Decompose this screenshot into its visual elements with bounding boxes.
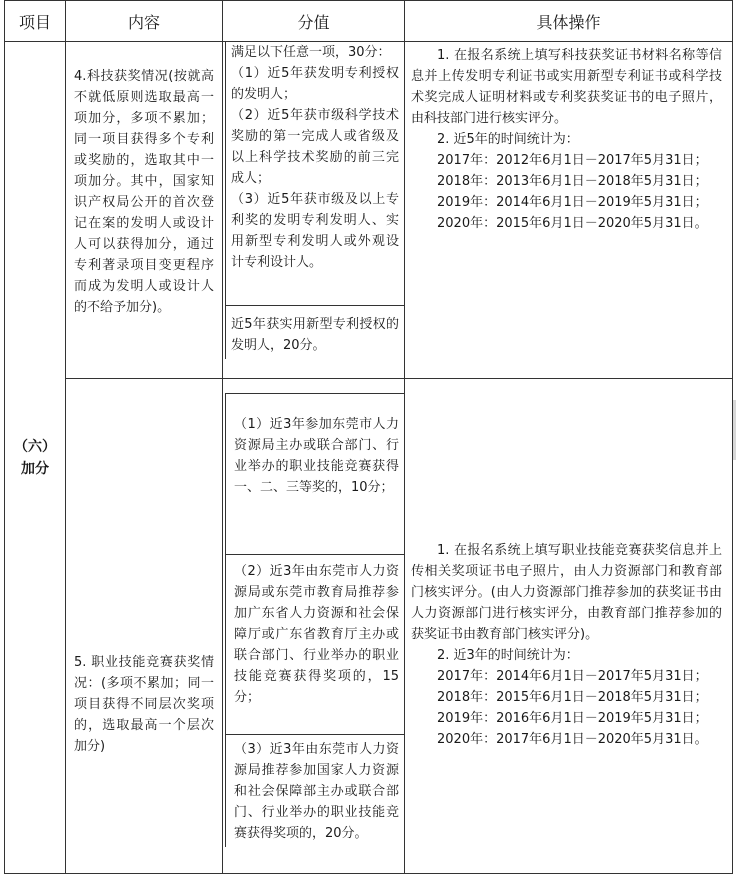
skill-contest-score-cell <box>223 379 405 874</box>
tech-award-score-a <box>226 42 404 305</box>
skill-op-year-2017: 2017年：2014年6月1日－2017年5月31日； <box>437 668 708 684</box>
tech-op-step1: 1. 在报名系统上填写科技获奖证书材料名称等信息并上传发明专利证书或实用新型专利证书或科学技术奖完成人证明材料或专利奖获奖证书的电子照片，由科技部门进行核实评分。 <box>411 48 722 126</box>
tech-op-year-2019: 2019年：2014年6月1日－2019年5月31日； <box>437 195 708 210</box>
skill-op-year-2019: 2019年：2016年6月1日－2019年5月31日； <box>437 710 708 726</box>
section-label <box>5 436 65 480</box>
skill-op-year-2020: 2020年：2017年6月1日－2020年5月31日。 <box>437 731 708 747</box>
tech-op-step2: 2. 近5年的时间统计为： <box>437 132 579 147</box>
scoring-table <box>4 0 733 874</box>
section-label-line2: 加分 <box>21 460 49 477</box>
tech-award-score-b: 近5年获实用新型专利授权的发明人，20分。 <box>226 305 404 359</box>
skill-score-3: （3）近3年由东莞市人力资源局推荐参加国家人力资源和社会保障部主办或联合部门、行业举办的职业技能竞赛获得奖项的，20分。 <box>226 734 404 847</box>
tech-award-row <box>5 42 733 379</box>
skill-op-step2: 2. 近3年的时间统计为： <box>437 647 579 663</box>
header-project: 项目 <box>5 1 66 42</box>
tech-award-score-cell <box>223 42 405 379</box>
tech-score-a-item1: （1）近5年获发明专利授权的发明人； <box>231 66 399 102</box>
header-content: 内容 <box>66 1 223 42</box>
header-row <box>5 1 733 42</box>
tech-award-content: 4.科技获奖情况(按就高不就低原则选取最高一项加分，多项不累加；同一项目获得多个专利或奖励的，选取其中一项加分。其中，国家知识产权局公开的首次登记在案的发明人或设计人可以获得加分，通过专利著录项目变更程序而成为发明人或设计人的不给予加分)。 <box>74 69 214 315</box>
tech-op-year-2020: 2020年：2015年6月1日－2020年5月31日。 <box>437 216 708 231</box>
skill-contest-content: 5. 职业技能竞赛获奖情况：(多项不累加；同一项目获得不同层次奖项的，选取最高一个层次加分) <box>74 655 214 754</box>
section-label-line1: （六） <box>14 438 56 455</box>
skill-contest-row <box>5 379 733 874</box>
skill-contest-operation-cell <box>405 379 733 874</box>
tech-score-a-item2: （2）近5年获市级科学技术奖励的第一完成人或省级及以上科学技术奖励的前三完成人； <box>231 108 399 186</box>
tech-op-year-2017: 2017年：2012年6月1日－2017年5月31日； <box>437 153 708 168</box>
skill-op-step1: 1. 在报名系统上填写职业技能竞赛获奖信息并上传相关奖项证书电子照片，由人力资源部门和教育部门核实评分。(由人力资源部门推荐参加的获奖证书由人力资源部门进行核实评分，由教育部门推荐参加的获奖证书由教育部门核实评分)。 <box>411 542 722 642</box>
header-score: 分值 <box>223 1 405 42</box>
skill-contest-content-cell <box>66 379 223 874</box>
skill-contest-operation <box>405 500 732 753</box>
tech-award-operation <box>405 42 732 237</box>
tech-score-a-item3: （3）近5年获市级及以上专利奖的发明专利发明人、实用新型专利发明人或外观设计专利设计人。 <box>231 192 399 270</box>
tech-award-content-cell <box>66 42 223 379</box>
skill-op-year-2018: 2018年：2015年6月1日－2018年5月31日； <box>437 689 708 705</box>
tech-award-operation-cell <box>405 42 733 379</box>
header-operation: 具体操作 <box>405 1 733 42</box>
section-label-cell <box>5 42 66 874</box>
skill-score-2: （2）近3年由东莞市人力资源局或东莞市教育局推荐参加广东省人力资源和社会保障厅或广东省教育厅主办或联合部门、行业举办的职业技能竞赛获得奖项的，15分； <box>226 554 404 734</box>
skill-score-1: （1）近3年参加东莞市人力资源局主办或联合部门、行业举办的职业技能竞赛获得一、二、三等奖的，10分； <box>234 417 399 495</box>
tech-score-a-intro: 满足以下任意一项，30分： <box>231 45 391 60</box>
tech-op-year-2018: 2018年：2013年6月1日－2018年5月31日； <box>437 174 708 189</box>
